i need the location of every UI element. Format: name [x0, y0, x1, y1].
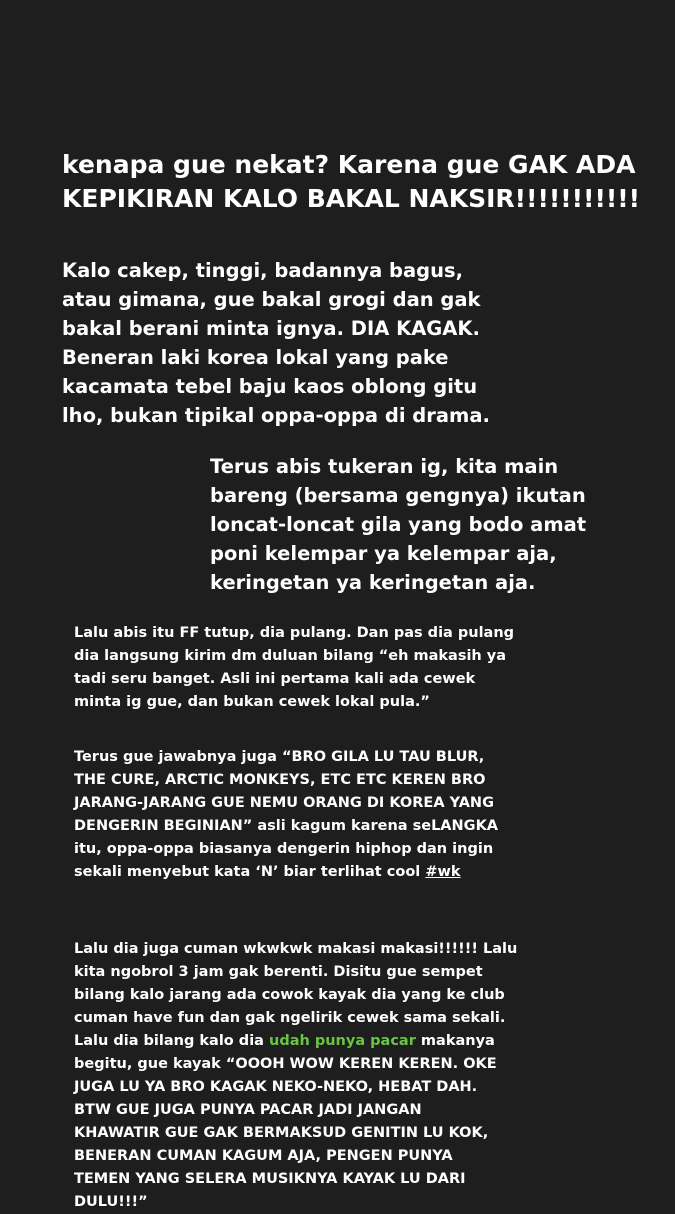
paragraph-line: bareng (bersama gengnya) ikutan [210, 484, 586, 507]
paragraph-line: THE CURE, ARCTIC MONKEYS, ETC ETC KEREN BRO [74, 772, 486, 788]
paragraph-line: JARANG-JARANG GUE NEMU ORANG DI KOREA YANG [74, 795, 494, 811]
paragraph-line: keringetan ya keringetan aja. [210, 571, 536, 594]
paragraph-line [74, 1030, 644, 1053]
paragraph-line: kita ngobrol 3 jam gak berenti. Disitu gue sempet [74, 964, 483, 980]
paragraph-line: bakal berani minta ignya. DIA KAGAK. [62, 317, 480, 340]
paragraph-line: KHAWATIR GUE GAK BERMAKSUD GENITIN LU KOK, [74, 1125, 489, 1141]
story-paragraph-3 [74, 622, 644, 714]
paragraph-line: DENGERIN BEGINIAN” asli kagum karena seLANGKA [74, 818, 499, 834]
paragraph-line: bilang kalo jarang ada cowok kayak dia yang ke club [74, 987, 505, 1003]
paragraph-line: TEMEN YANG SELERA MUSIKNYA KAYAK LU DARI [74, 1171, 466, 1187]
paragraph-line: poni kelempar ya kelempar aja, [210, 542, 557, 565]
paragraph-line: JUGA LU YA BRO KAGAK NEKO-NEKO, HEBAT DAH. [74, 1079, 478, 1095]
story-paragraph-1 [62, 256, 662, 430]
heading-line: kenapa gue nekat? Karena gue GAK ADA [62, 150, 636, 179]
paragraph-line: loncat-loncat gila yang bodo amat [210, 513, 587, 536]
story-paragraph-2 [210, 452, 670, 597]
paragraph-line: dia langsung kirim dm duluan bilang “eh makasih ya [74, 648, 507, 664]
story-heading [62, 148, 662, 216]
story-paragraph-5 [74, 938, 644, 1214]
paragraph-line: atau gimana, gue bakal grogi dan gak [62, 288, 481, 311]
paragraph-line: kacamata tebel baju kaos oblong gitu [62, 375, 478, 398]
paragraph-line: DULU!!!” [74, 1194, 148, 1210]
paragraph-line [74, 861, 644, 884]
paragraph-line: Terus gue jawabnya juga “BRO GILA LU TAU BLUR, [74, 749, 485, 765]
paragraph-text: makanya [415, 1033, 495, 1049]
paragraph-line: minta ig gue, dan bukan cewek lokal pula.” [74, 694, 430, 710]
paragraph-line: begitu, gue kayak “OOOH WOW KEREN KEREN. OKE [74, 1056, 497, 1072]
paragraph-text: sekali menyebut kata ‘N’ biar terlihat cool [74, 864, 426, 880]
paragraph-line: tadi seru banget. Asli ini pertama kali ada cewek [74, 671, 476, 687]
paragraph-line: Lalu abis itu FF tutup, dia pulang. Dan pas dia pulang [74, 625, 515, 641]
paragraph-line: cuman have fun dan gak ngelirik cewek sama sekali. [74, 1010, 506, 1026]
paragraph-line: Terus abis tukeran ig, kita main [210, 455, 559, 478]
highlighted-text: udah punya pacar [269, 1033, 416, 1049]
paragraph-line: BTW GUE JUGA PUNYA PACAR JADI JANGAN [74, 1102, 422, 1118]
paragraph-line: Beneran laki korea lokal yang pake [62, 346, 449, 369]
story-paragraph-4 [74, 746, 644, 884]
paragraph-line: Lalu dia juga cuman wkwkwk makasi makasi!!!!!! Lalu [74, 941, 518, 957]
paragraph-line: BENERAN CUMAN KAGUM AJA, PENGEN PUNYA [74, 1148, 453, 1164]
heading-line: KEPIKIRAN KALO BAKAL NAKSIR!!!!!!!!!!! [62, 184, 641, 213]
paragraph-line: Kalo cakep, tinggi, badannya bagus, [62, 259, 463, 282]
paragraph-text: Lalu dia bilang kalo dia [74, 1033, 269, 1049]
hashtag-link[interactable]: #wk [425, 864, 461, 880]
paragraph-line: itu, oppa-oppa biasanya dengerin hiphop dan ingin [74, 841, 494, 857]
paragraph-line: lho, bukan tipikal oppa-oppa di drama. [62, 404, 490, 427]
